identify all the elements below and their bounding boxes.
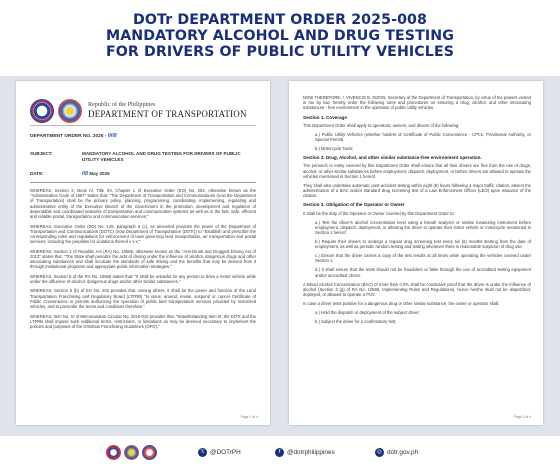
globe-icon: ◎ [375, 448, 384, 457]
section-3-text: It shall be the duty of the Operator or Owner covered by this Department Order to: [303, 210, 455, 216]
letterhead [30, 99, 260, 127]
subject-divider [30, 182, 256, 183]
document-page-1 [16, 81, 270, 425]
section-2-paragraph-2: They shall also undertake automatic post-accident testing within eight (8) hours following a major traffic citation, absent the administration of a BAC and/or standard drug screening test of a Law Enforcement Officer (LEO) upon issuance of the citation. [303, 182, 531, 199]
website-link[interactable] [375, 448, 418, 457]
dotr-seal-icon [106, 445, 121, 460]
title-line-3: FOR DRIVERS OF PUBLIC UTILITY VEHICLES [105, 44, 455, 60]
section-3-paragraph-1: A Blood Alcohol Concentration (BAC) of more than 0.0% shall be conclusive proof that the driver is under the influence of alcohol (Section 3 (g) of RA No. 10586, Implementing Rules and Regulations), hence he/she shall not be dispatched, deployed, or allowed to operate a PUV. [303, 281, 531, 298]
whereas-paragraph: WHEREAS, Section 5 (b) of EO No. 202 provides that, among others, it shall be the power and function of the Land Transportation Franchising and Regulatory Board (LTFRB) "to issue, amend, revise, suspend or cancel Certificate of Public Convenience or permits authorizing the operation of public land transportation services provided by motorized vehicles, and to prescribe the terms and conditions therefore." [30, 288, 256, 310]
letterhead-divider [30, 125, 256, 126]
subject-value: MANDATORY ALCOHOL AND DRUG TESTING FOR DRIVERS OF PUBLIC UTILITY VEHICLES [82, 151, 241, 162]
title-line-1: DOTr DEPARTMENT ORDER 2025-008 [132, 12, 427, 28]
page-number: Page 1 of 4 [240, 415, 258, 419]
subject-label: SUBJECT: [30, 151, 53, 156]
now-therefore-paragraph: NOW THEREFORE, I, VIVENCIO B. DIZON, Secretary of the Department of Transportation, by virtue of the powers vested in me by law, hereby order the following rules and procedures on ensuring a drug, alcohol, and other intoxicating substances - free environment in the operation of public utility vehicles. [303, 95, 531, 111]
date-value: May 2025 [89, 171, 110, 176]
dotr-seal-icon [30, 99, 54, 123]
twitter-handle: @DOTrPH [210, 449, 241, 456]
section-3-item-a: a.) Test the driver's alcohol concentration level using a breath analyzer or similar measuring instrument before employment, dispatch, deployment, or allowing the driver to operate their motor vehicle or motorcycle mentioned in Section 1 hereof; [315, 219, 531, 236]
footer [0, 436, 560, 469]
section-1-title: Section 1. Coverage [303, 114, 347, 120]
section-3-sub-item-b: b.) Subject the driver for a confirmatory test; [315, 319, 397, 325]
section-1-text: This Department Order shall apply to operators, owners, and drivers of the following: [303, 122, 460, 128]
facebook-handle: @dotrphilippines [287, 449, 335, 456]
title-banner [0, 0, 560, 75]
section-3-sub-item-a: a.) Hold the dispatch or deployment of the subject driver; [315, 310, 420, 316]
whereas-clauses [30, 188, 256, 333]
document-pages-area [0, 76, 560, 436]
section-3-item-d: d.) It shall ensure that the tests should not be fraudulent or false through the use of accredited testing equipment and/or accredited clinics. [315, 267, 531, 278]
whereas-paragraph: WHEREAS, Executive Order (EO) No. 125, paragraph 5 (c), as amended provides the power of the Department of Transportation and Communications (DOTC) (now Department of Transportation (DOTr)) to "Establish and prescribe the corresponding rules and regulations for enforcement of laws governing land transportation, air transportation and postal services, including the penalties for violations thereof x x x;" [30, 223, 256, 245]
date-label: DATE: [30, 171, 44, 176]
document-page-2 [289, 81, 543, 425]
section-3-title: Section 3. Obligation of the Operator or Owner [303, 202, 405, 208]
website-url: dotr.gov.ph [387, 449, 419, 456]
page-number: Page 2 of 4 [513, 415, 531, 419]
date-value-group [82, 171, 110, 177]
order-body [303, 95, 531, 328]
order-number-label: DEPARTMENT ORDER NO. 2025 - [30, 134, 107, 139]
title-line-2: MANDATORY ALCOHOL AND DRUG TESTING [106, 28, 454, 44]
republic-text: Republic of the Philippines [88, 101, 156, 108]
facebook-icon: f [275, 448, 284, 457]
section-2-paragraph-1: The person/s or entity covered by this Department Order shall ensure that all their drivers are free from the use of drugs, alcohol, or other similar substances before employment, dispatch, deployment, or before drivers are allowed to operate the vehicles mentioned in Section 1 hereof. [303, 163, 531, 179]
section-2-title: Section 2. Drug, Alcohol, and other similar substance-free environment operation. [303, 155, 482, 161]
section-3-paragraph-2: In case a driver tests positive for a dangerous drug or other similar substance, the owner or operator shall: [303, 301, 500, 307]
section-3-item-b: b.) Require their drivers to undergo a regular drug screening test every six (6) months starting from the date of employment, as well as periodic random testing and testing whenever there is reasonable suspicion of drug use. [315, 239, 531, 250]
bagong-pilipinas-logo-icon [58, 99, 82, 123]
agency-logo-icon [142, 445, 157, 460]
facebook-handle-link[interactable] [275, 448, 335, 457]
bagong-pilipinas-logo-icon [124, 445, 139, 460]
whereas-paragraph: WHEREAS, Item No. IV of Memorandum Circular No. 2018-010 provides that: "Notwithstanding Item III, the DOTr and the LTFRB shall impose such additional terms, restrictions, or limitations as may be deemed necessary to implement the policies and purposes of the Omnibus Franchising Guidelines (OFG)." [30, 313, 256, 329]
whereas-paragraph: WHEREAS, Section 2 of Republic Act (RA) No. 10586, otherwise known as the "Anti-Drunk and Drugged Driving Act of 2013" states that: "The State shall penalize the acts of driving under the influence of alcohol, dangerous drugs and other intoxicating substances and shall inculcate the standards of safe driving and the benefits that may be derived from it through institutional programs and appropriate public information strategies." [30, 248, 256, 270]
whereas-paragraph: WHEREAS, Section 2, Book IV, Title XV, Chapter 1 of Executive Order (EO) No. 292, otherwise known as the "Administrative Code of 1987" states that: "The Department of Transportation and Communications (now the Department of Transportation) shall be the primary policy, planning, programming, coordinating, implementing, regulating and administrative entity of the Executive Branch of the Government in the promotion, development and regulation of dependable and coordinated networks of transportation and communication systems as well as in the fast, safe, efficient and reliable postal, transportation and communication services;" [30, 188, 256, 220]
order-number-handwritten: 008 [107, 133, 117, 139]
date-handwritten-day: 08 [82, 171, 88, 177]
x-twitter-icon: 𝕏 [198, 448, 207, 457]
order-number [30, 133, 117, 139]
department-name: DEPARTMENT OF TRANSPORTATION [88, 109, 247, 119]
section-3-item-c: c.) Ensure that the driver carries a copy of the test results at all times while operating the vehicles covered under Section 1. [315, 253, 531, 264]
section-1-item-a: a.) Public Utility Vehicles (whether holders of Certificate of Public Convenience - CPCs, Provisional Authority, or Special Permit) [315, 131, 531, 143]
twitter-handle-link[interactable] [198, 448, 241, 457]
section-1-item-b: b.) Motorcycle Taxis; [315, 146, 354, 152]
whereas-paragraph: WHEREAS, Section 5 of the RA No. 10586 states that: "It shall be unlawful for any person to drive a motor vehicle while under the influence of alcohol, dangerous drugs and/or other similar substances." [30, 273, 256, 284]
